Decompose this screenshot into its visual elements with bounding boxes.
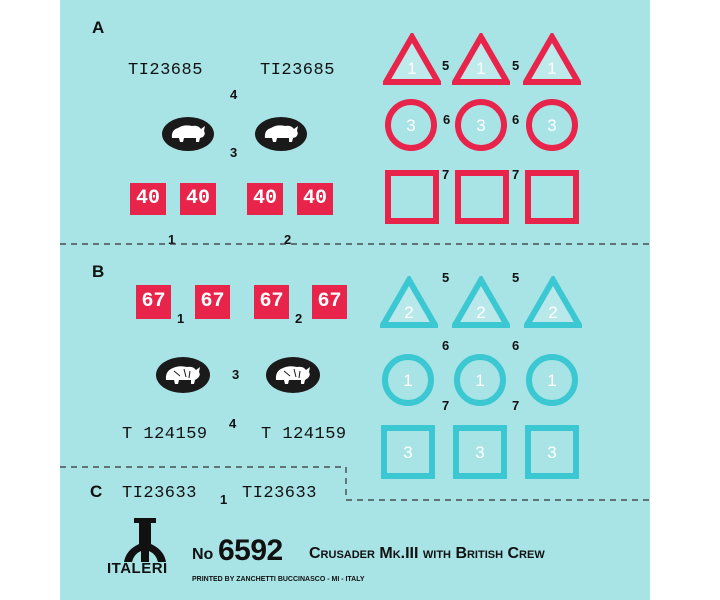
svg-text:3: 3 <box>476 116 486 135</box>
decal-plate-40: 40 <box>247 183 283 215</box>
serial-c-left: TI23633 <box>122 484 197 503</box>
cyan-circle-icon <box>525 353 579 407</box>
kit-title: Crusader Mk.III with British Crew <box>309 545 545 562</box>
serial-c-right: TI23633 <box>242 484 317 503</box>
svg-text:3: 3 <box>547 443 557 462</box>
svg-text:3: 3 <box>547 116 557 135</box>
number-label: 4 <box>230 87 238 102</box>
number-label: 3 <box>232 367 240 382</box>
svg-text:2: 2 <box>476 303 486 322</box>
rhino-emblem-icon <box>162 116 214 152</box>
number-label: 5 <box>442 58 450 73</box>
number-label: 3 <box>230 145 238 160</box>
red-triangle-icon <box>383 33 441 85</box>
number-label: 6 <box>512 338 520 353</box>
number-label: 7 <box>442 398 450 413</box>
section-label-a: A <box>92 18 105 37</box>
red-square-icon <box>525 170 579 224</box>
number-label: 5 <box>512 58 520 73</box>
printed-by-text: PRINTED BY ZANCHETTI BUCCINASCO - MI - ITALY <box>192 576 365 583</box>
number-label: 7 <box>512 167 520 182</box>
number-label: 6 <box>442 338 450 353</box>
cyan-triangle-icon <box>380 276 438 328</box>
svg-text:2: 2 <box>404 303 414 322</box>
red-square-icon <box>455 170 509 224</box>
svg-text:1: 1 <box>547 59 557 78</box>
kit-number: 6592 <box>218 534 283 567</box>
svg-text:2: 2 <box>548 303 558 322</box>
number-label: 5 <box>512 270 520 285</box>
number-label: 2 <box>284 232 292 247</box>
svg-text:1: 1 <box>476 59 486 78</box>
svg-text:1: 1 <box>475 371 485 390</box>
svg-text:1: 1 <box>407 59 417 78</box>
number-label: 1 <box>168 232 176 247</box>
brand-logo-text: ITALERI <box>107 560 168 577</box>
red-square-icon <box>385 170 439 224</box>
section-label-c: C <box>90 482 103 501</box>
svg-text:1: 1 <box>403 371 413 390</box>
decal-plate-67: 67 <box>195 285 230 319</box>
number-label: 1 <box>177 311 185 326</box>
cyan-circle-icon <box>381 353 435 407</box>
svg-text:3: 3 <box>403 443 413 462</box>
rhino-emblem-icon <box>255 116 307 152</box>
serial-b-left: T 124159 <box>122 425 208 444</box>
red-circle-icon <box>525 98 579 152</box>
red-circle-icon <box>384 98 438 152</box>
number-label: 7 <box>512 398 520 413</box>
cyan-triangle-icon <box>524 276 582 328</box>
number-label: 6 <box>443 112 451 127</box>
svg-text:1: 1 <box>547 371 557 390</box>
decal-plate-67: 67 <box>312 285 347 319</box>
serial-a-right: TI23685 <box>260 61 335 80</box>
rhino-emblem-icon <box>156 356 210 394</box>
decal-plate-67: 67 <box>254 285 289 319</box>
decal-plate-40: 40 <box>297 183 333 215</box>
svg-text:3: 3 <box>406 116 416 135</box>
kit-no-label: No <box>192 546 214 563</box>
cyan-circle-icon <box>453 353 507 407</box>
cyan-triangle-icon <box>452 276 510 328</box>
decal-sheet <box>60 0 650 600</box>
number-label: 4 <box>229 416 237 431</box>
decal-plate-67: 67 <box>136 285 171 319</box>
serial-a-left: TI23685 <box>128 61 203 80</box>
number-label: 7 <box>442 167 450 182</box>
rhino-emblem-icon <box>266 356 320 394</box>
number-label: 1 <box>220 492 228 507</box>
red-triangle-icon <box>452 33 510 85</box>
section-divider <box>60 242 650 246</box>
serial-b-right: T 124159 <box>261 425 347 444</box>
decal-plate-40: 40 <box>180 183 216 215</box>
red-circle-icon <box>454 98 508 152</box>
number-label: 2 <box>295 311 303 326</box>
red-triangle-icon <box>523 33 581 85</box>
number-label: 5 <box>442 270 450 285</box>
number-label: 6 <box>512 112 520 127</box>
svg-text:3: 3 <box>475 443 485 462</box>
decal-plate-40: 40 <box>130 183 166 215</box>
section-label-b: B <box>92 262 105 281</box>
